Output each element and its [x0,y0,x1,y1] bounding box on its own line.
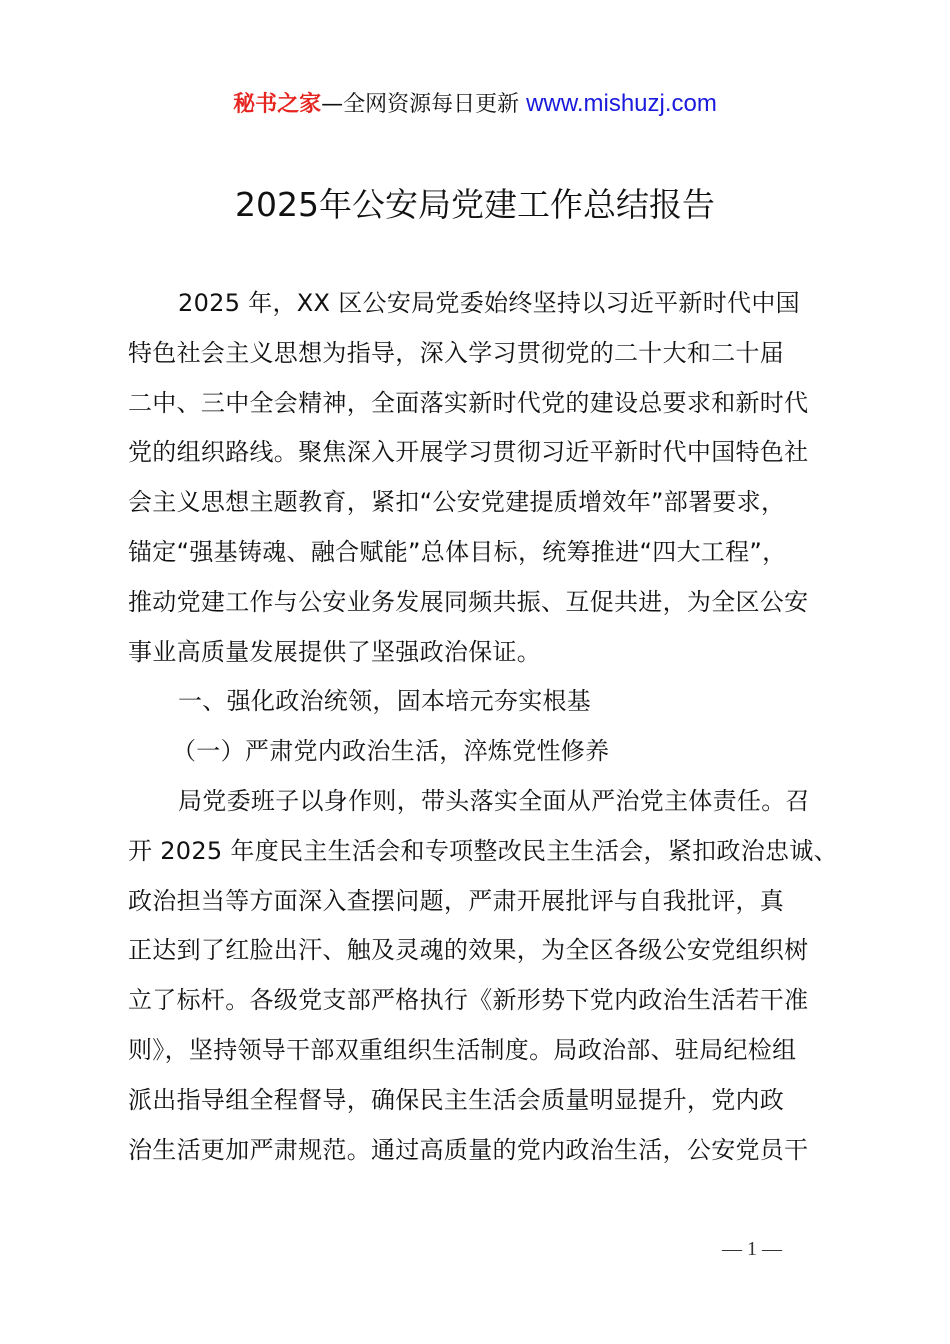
document-title: 2025年公安局党建工作总结报告 [235,185,715,224]
site-url-link[interactable]: www.mishuzj.com [526,90,717,117]
paragraph-line: 局党委班子以身作则，带头落实全面从严治党主体责任。召 [178,786,810,815]
site-banner [0,86,950,123]
banner-tagline: —全网资源每日更新 [321,92,527,117]
paragraph-line: 开 2025 年度民主生活会和专项整改民主生活会，紧扣政治忠诚、 [128,836,838,865]
paragraph-line: 治生活更加严肃规范。通过高质量的党内政治生活，公安党员干 [128,1135,809,1164]
section-heading: 一、强化政治统领，固本培元夯实根基 [178,687,592,716]
subsection-heading: （一）严肃党内政治生活，淬炼党性修养 [172,737,610,766]
paragraph-line: 推动党建工作与公安业务发展同频共振、互促共进，为全区公安 [128,587,809,616]
page-number: — 1 — [722,1238,782,1260]
document-body [128,279,848,1175]
paragraph-line: 锚定“强基铸魂、融合赋能”总体目标，统筹推进“四大工程”， [128,537,787,566]
paragraph-line: 派出指导组全程督导，确保民主生活会质量明显提升，党内政 [128,1085,785,1114]
paragraph-line: 政治担当等方面深入查摆问题，严肃开展批评与自我批评，真 [128,886,785,915]
paragraph-line: 党的组织路线。聚焦深入开展学习贯彻习近平新时代中国特色社 [128,438,809,467]
paragraph-line: 特色社会主义思想为指导，深入学习贯彻党的二十大和二十届 [128,338,785,367]
paragraph-line: 立了标杆。各级党支部严格执行《新形势下党内政治生活若干准 [128,986,809,1015]
paragraph-line: 二中、三中全会精神，全面落实新时代党的建设总要求和新时代 [128,388,809,417]
paragraph-line: 2025 年，XX 区公安局党委始终坚持以习近平新时代中国 [178,289,800,317]
paragraph-line: 则》，坚持领导干部双重组织生活制度。局政治部、驻局纪检组 [128,1035,797,1064]
paragraph-line: 会主义思想主题教育，紧扣“公安党建提质增效年”部署要求， [128,488,786,517]
brand-name: 秘书之家 [233,92,322,117]
paragraph-line: 事业高质量发展提供了坚强政治保证。 [128,637,542,666]
paragraph-line: 正达到了红脸出汗、触及灵魂的效果，为全区各级公安党组织树 [128,936,809,965]
